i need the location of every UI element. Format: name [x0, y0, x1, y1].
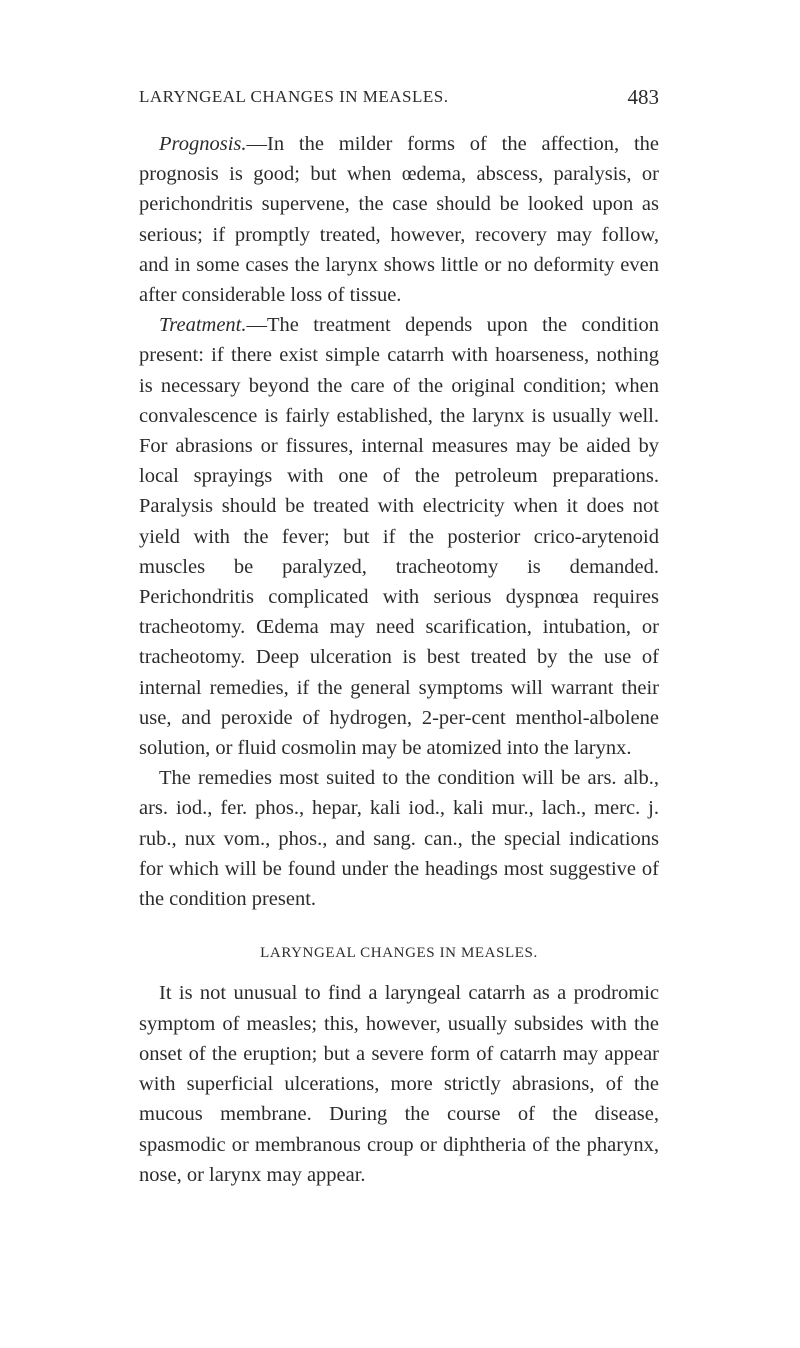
running-title: LARYNGEAL CHANGES IN MEASLES. — [139, 87, 449, 106]
treatment-label: Treatment. — [159, 314, 247, 337]
section-heading: LARYNGEAL CHANGES IN MEASLES. — [260, 945, 538, 962]
measles-paragraph: It is not unusual to find a laryngeal catarrh as a prodromic symptom of measles; this, however, usually subsides with the onset of the eruption; but a severe form of catarrh may appear with superficial ulcerations, more strictly abrasions, of the mucous membrane. During the course of the disease, spasmodic or membranous croup or diphtheria of the pharynx, nose, or larynx may appear. — [139, 982, 659, 1186]
remedies-paragraph: The remedies most suited to the condition will be ars. alb., ars. iod., fer. phos., hepar, kali iod., kali mur., lach., merc. j. rub., nux vom., phos., and sang. can., the special indications for which will be found under the headings most suggestive of the condition present. — [139, 767, 659, 911]
treatment-paragraph — [139, 310, 659, 763]
body-text — [139, 129, 659, 1190]
prognosis-text: —In the milder forms of the affection, the prognosis is good; but when œdema, abscess, paralysis, or perichondritis supervene, the case should be looked upon as serious; if promptly treated, however, recovery may follow, and in some cases the larynx shows little or no deformity even after considerable loss of tissue. — [139, 133, 659, 307]
running-head — [139, 85, 659, 115]
treatment-text: —The treatment depends upon the condition present: if there exist simple catarrh with hoarseness, nothing is necessary beyond the care of the original condition; when convalescence is fairly established, the larynx is usually well. For abrasions or fissures, internal measures may be aided by local sprayings with one of the petroleum preparations. Paralysis should be treated with electricity when it does not yield with the fever; but if the posterior crico-arytenoid muscles be paralyzed, tracheotomy is demanded. Perichondritis complicated with serious dyspnœa requires tracheotomy. Œdema may need scarification, intubation, or tracheotomy. Deep ulceration is best treated by the use of internal remedies, if the general symptoms will warrant their use, and peroxide of hydrogen, 2-per-cent menthol-albolene solution, or fluid cosmolin may be atomized into the larynx. — [139, 314, 659, 760]
prognosis-paragraph — [139, 129, 659, 310]
prognosis-label: Prognosis. — [159, 133, 247, 155]
page-number: 483 — [627, 85, 659, 109]
